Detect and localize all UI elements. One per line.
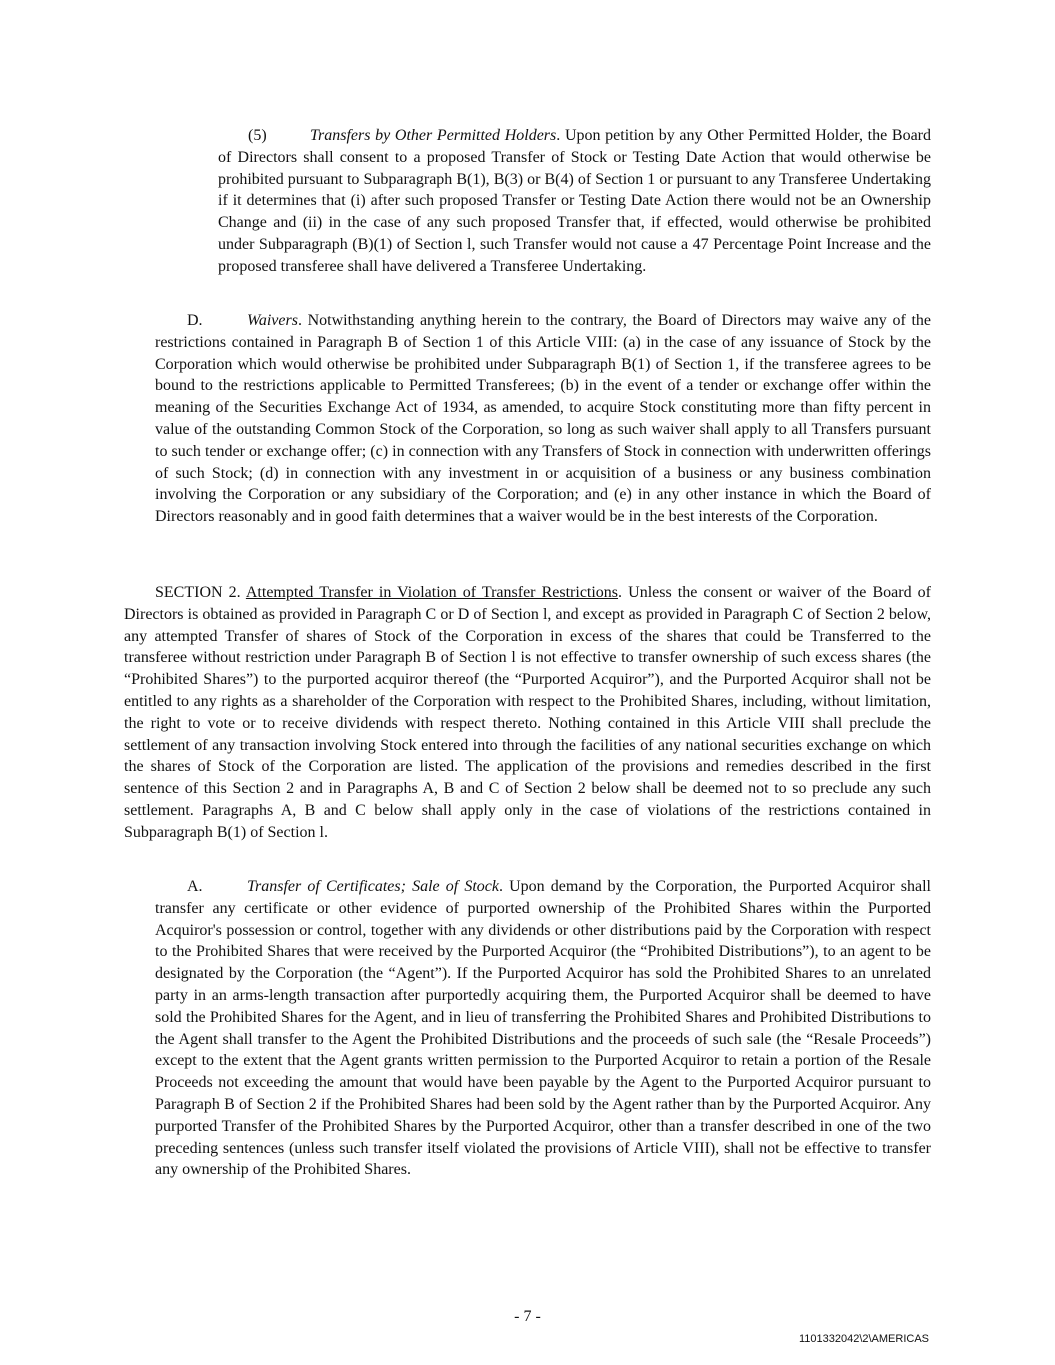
paragraph-5-transfers-by-other-permitted-holders xyxy=(218,125,931,278)
section-2-heading: Attempted Transfer in Violation of Transfer Restrictions xyxy=(245,584,619,601)
paragraph-a-transfer-of-certificates xyxy=(155,876,931,1181)
paragraph-d-heading: Waivers xyxy=(247,312,298,329)
paragraph-5-label: (5) xyxy=(248,127,267,144)
paragraph-5-heading: Transfers by Other Permitted Holders xyxy=(310,127,557,144)
paragraph-d-waivers xyxy=(155,310,931,528)
paragraph-d-text: . Notwithstanding anything herein to the contrary, the Board of Directors may waive any of the restrictions contained in Paragraph B of Section 1 of this Article VIII: (a) in the case of any issuance of Stock by the Corporation which would otherwise be prohibited under Subparagraph B(1) of Section 1, if the transferee agrees to be bound to the restrictions applicable to Permitted Transferees; (b) in the event of a tender or exchange offer within the meaning of the Securities Exchange Act of 1934, as amended, to acquire Stock constituting more than fifty percent in value of the outstanding Common Stock of the Corporation, so long as such waiver shall apply to all Transfers pursuant to such tender or exchange offer; (c) in connection with any Transfers of Stock in connection with underwritten offerings of such Stock; (d) in connection with any investment in or acquisition of a business or any business combination involving the Corporation or any subsidiary of the Corporation; and (e) in any other instance in which the Board of Directors reasonably and in good faith determines that a waiver would be in the best interests of the Corporation. xyxy=(155,312,931,526)
section-2-text: . Unless the consent or waiver of the Board of Directors is obtained as provided in Paragraph C or D of Section l, and except as provided in Paragraph C of Section 2 below, any attempted Transfer of shares of Stock of the Corporation in excess of the shares that could be Transferred to the transferee without restriction under Paragraph B of Section l is not effective to transfer ownership of such excess shares (the “Prohibited Shares”) to the purported acquiror thereof (the “Purported Acquiror”), and the Purported Acquiror shall not be entitled to any rights as a shareholder of the Corporation with respect to the Prohibited Shares, including, without limitation, the right to vote or to receive dividends with respect thereto. Nothing contained in this Article VIII shall preclude the settlement of any transaction involving Stock entered into through the facilities of any national securities exchange on which the shares of Stock of the Corporation are listed. The application of the provisions and remedies described in the first sentence of this Section 2 and in Paragraphs A, B and C of Section 2 below shall be deemed not to so preclude any such settlement. Paragraphs A, B and C below shall apply only in the case of violations of the restrictions contained in Subparagraph B(1) of Section l. xyxy=(124,584,932,841)
document-id: 1101332042\2\AMERICAS xyxy=(798,1333,929,1345)
page-number: - 7 - xyxy=(514,1308,541,1325)
section-2-attempted-transfer xyxy=(124,582,931,844)
paragraph-a-text: . Upon demand by the Corporation, the Purported Acquiror shall transfer any certificate or other evidence of purported ownership of the Prohibited Shares within the Purported Acquiror's possession or control, together with any dividends or other distributions paid by the Corporation with respect to the Prohibited Shares that were received by the Purported Acquiror (the “Prohibited Distributions”), to an agent to be designated by the Corporation (the “Agent”). If the Purported Acquiror has sold the Prohibited Shares to an unrelated party in an arms-length transaction after purportedly acquiring them, the Purported Acquiror shall be deemed to have sold the Prohibited Shares for the Agent, and in lieu of transferring the Prohibited Shares and Prohibited Distributions to the Agent shall transfer to the Agent the Prohibited Distributions and the proceeds of such sale (the “Resale Proceeds”) except to the extent that the Agent grants written permission to the Purported Acquiror to retain a portion of the Resale Proceeds not exceeding the amount that would have been payable by the Agent to the Purported Acquiror pursuant to Paragraph B of Section 2 if the Prohibited Shares had been sold by the Agent rather than by the Purported Acquiror. Any purported Transfer of the Prohibited Shares by the Purported Acquiror, other than a transfer described in one of the two preceding sentences (unless such transfer itself violated the provisions of Article VIII), shall not be effective to transfer any ownership of the Prohibited Shares. xyxy=(155,878,932,1179)
paragraph-d-label: D. xyxy=(187,312,203,329)
paragraph-a-label: A. xyxy=(187,878,203,895)
paragraph-a-heading: Transfer of Certificates; Sale of Stock xyxy=(247,878,499,895)
paragraph-5-text: . Upon petition by any Other Permitted Holder, the Board of Directors shall consent to a proposed Transfer of Stock or Testing Date Action that would otherwise be prohibited pursuant to Subparagraph B(1), B(3) or B(4) of Section 1 or pursuant to any Transferee Undertaking if it determines that (i) after such proposed Transfer or Testing Date Action there would not be an Ownership Change and (ii) in the case of any such proposed Transfer that, if effected, would otherwise be prohibited under Subparagraph (B)(1) of Section l, such Transfer would not cause a 47 Percentage Point Increase and the proposed transferee shall have delivered a Transferee Undertaking. xyxy=(218,127,931,275)
section-2-label: SECTION 2. xyxy=(155,584,241,601)
